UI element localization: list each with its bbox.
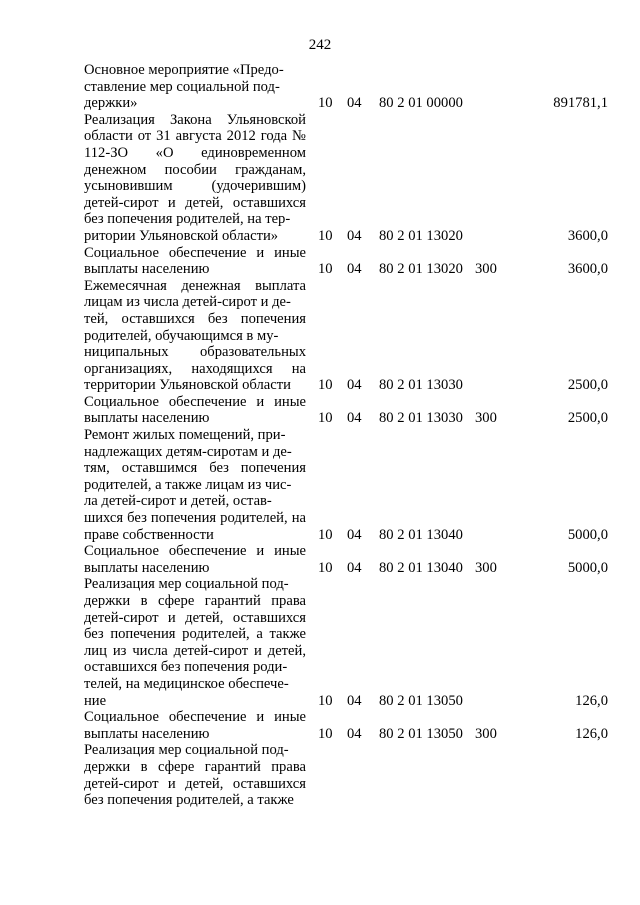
target-article-code: 80 2 01 13020 [379,261,463,278]
budget-table [0,62,640,809]
table-row [0,62,640,112]
target-article-code: 80 2 01 13030 [379,377,463,394]
row-description: Социальное обеспечение и иные выплаты населению [84,393,306,427]
subsection-code: 04 [347,692,362,709]
row-description: Реализация мер социальной под- держки в сфере гарантий права детей-сирот и детей, оставшихся без попечения родителей, а также лиц из числа детей-сирот и детей, оставшихся без попечения роди- телей, на медицинское обеспече- ние [84,576,306,709]
subsection-code: 04 [347,410,362,427]
row-description: Реализация Закона Ульяновской области от 31 августа 2012 года № 112-ЗО «О единовременном денежном пособии гражданам, усыновившим (удочерившим) детей-сирот и детей, оставшихся без попечения родителей, на тер- ритории Ульяновской области» [84,111,306,244]
row-description: Социальное обеспечение и иные выплаты населению [84,709,306,742]
target-article-code: 80 2 01 13050 [379,692,463,709]
amount: 5000,0 [567,559,608,576]
expense-type-code: 300 [475,725,497,742]
section-code: 10 [318,559,333,576]
amount: 3600,0 [567,261,608,278]
row-description: Ежемесячная денежная выплата лицам из числа детей-сирот и де- тей, оставшихся без попечения родителей, обучающимся в му- ниципальных образовательных организациях, находящихся на территории Ульяновской области [84,277,306,394]
table-row [0,576,640,709]
table-row [0,112,640,245]
amount: 2500,0 [567,377,608,394]
amount: 5000,0 [567,526,608,543]
amount: 891781,1 [553,95,608,112]
expense-type-code: 300 [475,261,497,278]
row-description: Социальное обеспечение и иные выплаты населению [84,244,306,278]
amount: 126,0 [575,725,608,742]
target-article-code: 80 2 01 13020 [379,227,463,244]
amount: 2500,0 [567,410,608,427]
target-article-code: 80 2 01 00000 [379,95,463,112]
target-article-code: 80 2 01 13050 [379,725,463,742]
subsection-code: 04 [347,725,362,742]
subsection-code: 04 [347,526,362,543]
page-number: 242 [308,37,332,53]
table-row [0,543,640,576]
row-description: Основное мероприятие «Предо- ставление мер социальной под- держки» [84,62,284,112]
row-description: Ремонт жилых помещений, при- надлежащих детям-сиротам и де- тям, оставшимся без попечения родителей, а также лицам из чис- ла детей-сирот и детей, остав- шихся без попечения родителей, на праве собственности [84,427,306,543]
target-article-code: 80 2 01 13040 [379,559,463,576]
target-article-code: 80 2 01 13030 [379,410,463,427]
table-row [0,394,640,427]
subsection-code: 04 [347,261,362,278]
table-row [0,742,640,808]
table-row [0,709,640,742]
amount: 3600,0 [567,227,608,244]
row-description: Реализация мер социальной под- держки в сфере гарантий права детей-сирот и детей, оставшихся без попечения родителей, а также [84,742,306,809]
section-code: 10 [318,410,333,427]
expense-type-code: 300 [475,559,497,576]
table-row [0,245,640,278]
subsection-code: 04 [347,227,362,244]
subsection-code: 04 [347,95,362,112]
target-article-code: 80 2 01 13040 [379,526,463,543]
section-code: 10 [318,95,333,112]
table-row [0,427,640,543]
section-code: 10 [318,261,333,278]
section-code: 10 [318,692,333,709]
expense-type-code: 300 [475,410,497,427]
section-code: 10 [318,725,333,742]
section-code: 10 [318,227,333,244]
table-row [0,278,640,394]
section-code: 10 [318,377,333,394]
section-code: 10 [318,526,333,543]
subsection-code: 04 [347,559,362,576]
subsection-code: 04 [347,377,362,394]
amount: 126,0 [575,692,608,709]
row-description: Социальное обеспечение и иные выплаты населению [84,543,306,576]
